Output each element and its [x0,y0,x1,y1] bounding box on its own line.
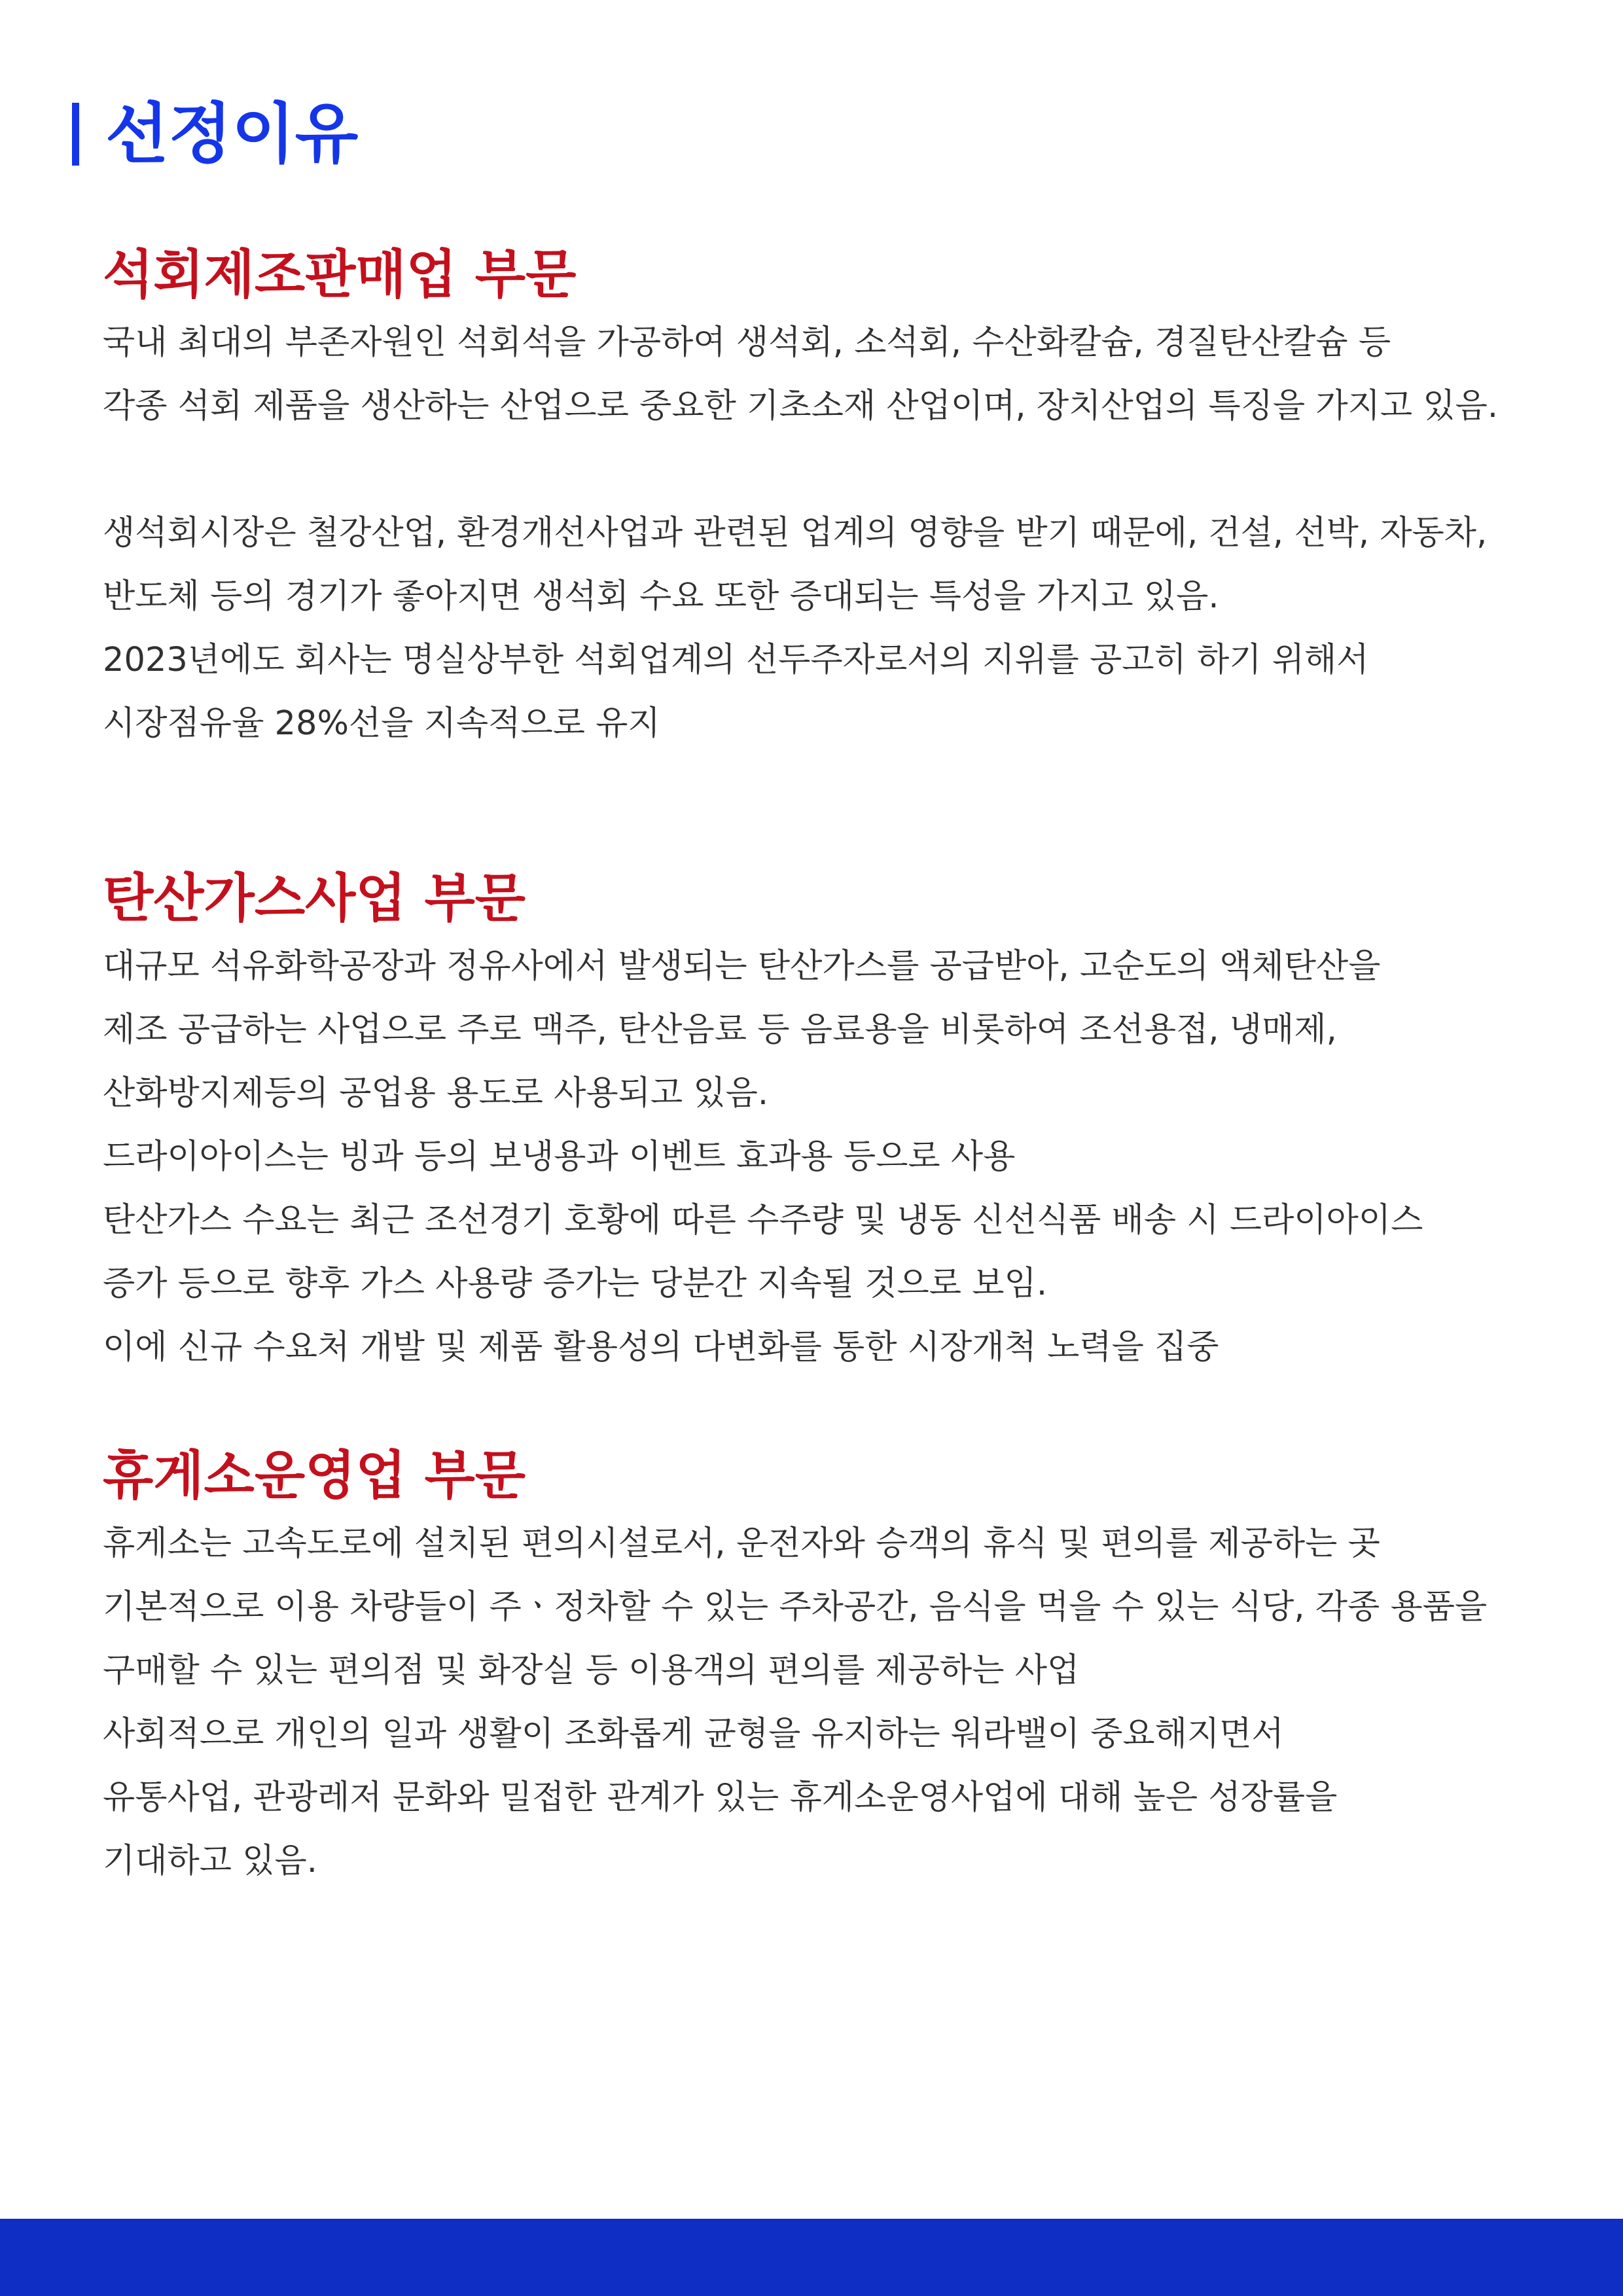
blank-line [103,438,1575,501]
body-line: 기대하고 있음. [103,1842,318,1880]
page-heading [72,98,358,170]
page-title: 선정이유 [105,96,359,172]
body-line: 유통사업, 관광레저 문화와 밀접한 관계가 있는 휴게소운영사업에 대해 높은 성장률을 [103,1778,1338,1817]
body-line: 사회적으로 개인의 일과 생활이 조화롭게 균형을 유지하는 워라밸이 중요해지면서 [103,1715,1284,1753]
heading-accent-bar [72,103,79,166]
body-line: 국내 최대의 부존자원인 석회석을 가공하여 생석회, 소석회, 수산화칼슘, 경질탄산칼슘 등 [103,323,1391,362]
body-line: 휴게소는 고속도로에 설치된 편의시설로서, 운전자와 승객의 휴식 및 편의를 제공하는 곳 [103,1524,1380,1563]
body-line: 시장점유율 28%선을 지속적으로 유지 [103,704,660,743]
section-body [103,311,1575,755]
section-rest-area [103,1440,1575,1893]
body-line: 반도체 등의 경기가 좋아지면 생석회 수요 또한 증대되는 특성을 가지고 있음. [103,577,1219,616]
body-line: 구매할 수 있는 편의점 및 화장실 등 이용객의 편의를 제공하는 사업 [103,1651,1080,1690]
section-title: 탄산가스사업 부문 [103,868,526,929]
body-line: 생석회시장은 철강산업, 환경개선사업과 관련된 업계의 영향을 받기 때문에, 건설, 선박, 자동차, [103,514,1488,552]
section-carbon-dioxide [103,863,1575,1379]
body-line: 각종 석회 제품을 생산하는 산업으로 중요한 기초소재 산업이며, 장치산업의 특징을 가지고 있음. [103,387,1499,425]
body-line: 제조 공급하는 사업으로 주로 맥주, 탄산음료 등 음료용을 비롯하여 조선용접, 냉매제, [103,1011,1337,1049]
body-line: 대규모 석유화학공장과 정유사에서 발생되는 탄산가스를 공급받아, 고순도의 액체탄산을 [103,947,1381,986]
section-title: 석회제조판매업 부문 [103,244,577,305]
body-line: 드라이아이스는 빙과 등의 보냉용과 이벤트 효과용 등으로 사용 [103,1138,1016,1176]
body-line: 산화방지제등의 공업용 용도로 사용되고 있음. [103,1074,769,1113]
section-title: 휴게소운영업 부문 [103,1445,526,1506]
section-body [103,935,1575,1379]
body-line: 이에 신규 수요처 개발 및 제품 활용성의 다변화를 통한 시장개척 노력을 집중 [103,1328,1219,1367]
body-line: 증가 등으로 향후 가스 사용량 증가는 당분간 지속될 것으로 보임. [103,1265,1048,1303]
body-line: 탄산가스 수요는 최근 조선경기 호황에 따른 수주량 및 냉동 신선식품 배송 시 드라이아이스 [103,1201,1423,1240]
body-line: 2023년에도 회사는 명실상부한 석회업계의 선두주자로서의 지위를 공고히 하기 위해서 [103,641,1369,679]
section-body [103,1512,1575,1893]
section-lime-manufacturing [103,239,1575,755]
footer-bar [0,2219,1623,2296]
body-line: 기본적으로 이용 차량들이 주ㆍ정차할 수 있는 주차공간, 음식을 먹을 수 있는 식당, 각종 용품을 [103,1588,1488,1626]
